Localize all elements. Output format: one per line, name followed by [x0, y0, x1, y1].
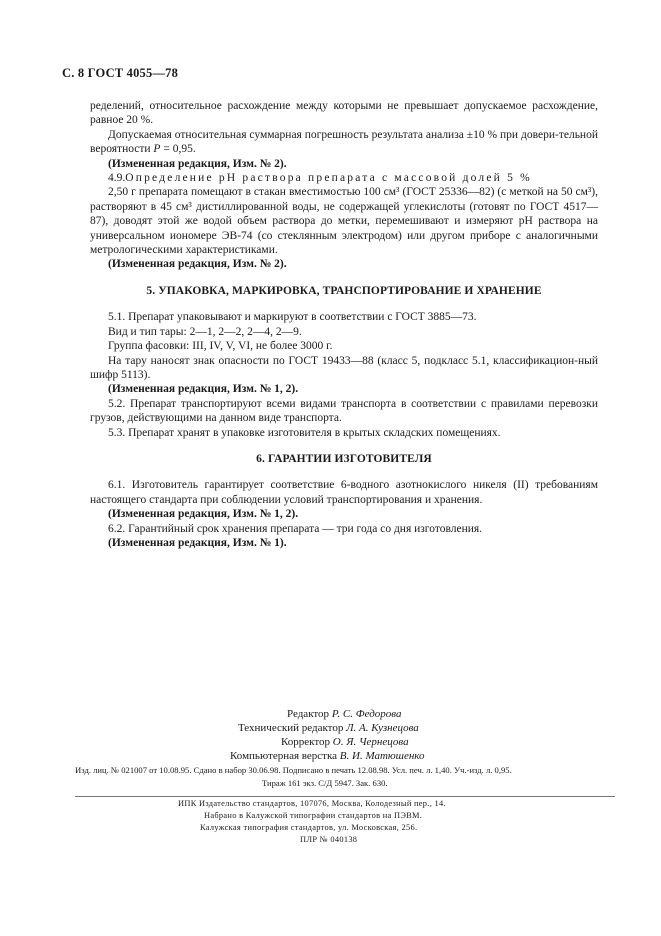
- credit-layout: [230, 750, 425, 764]
- amendment-note: (Измененная редакция, Изм. № 1, 2).: [108, 383, 299, 396]
- amendment-note: (Измененная редакция, Изм. № 2).: [108, 258, 287, 271]
- credit-tech-editor: [238, 722, 419, 736]
- divider: [75, 796, 615, 797]
- publisher-line: ПЛР № 040138: [300, 835, 358, 844]
- clause-5-1: 5.1. Препарат упаковывают и маркируют в соответствии с ГОСТ 3885—73.: [108, 311, 477, 324]
- document-body: [90, 99, 598, 550]
- credit-person: Л. А. Кузнецова: [346, 722, 419, 734]
- publisher-line: Калужская типография стандартов, ул. Московская, 256.: [200, 823, 418, 832]
- credit-corrector: [281, 736, 409, 750]
- clause-5-3: 5.3. Препарат хранят в упаковке изготовителя в крытых складских помещениях.: [108, 426, 501, 439]
- page-header: С. 8 ГОСТ 4055—78: [62, 66, 179, 80]
- amendment-note: (Измененная редакция, Изм. № 2).: [108, 157, 287, 170]
- credit-role: Технический редактор: [238, 722, 344, 734]
- packing-group: Группа фасовки: III, IV, V, VI, не более 3000 г.: [108, 340, 333, 353]
- credit-person: Р. С. Федорова: [331, 708, 402, 720]
- clause-6-1: 6.1. Изготовитель гарантирует соответствие 6-водного азотнокислого никеля (II) требованиям настоящего стандарта при соблюдении условий транспортирования и хранения.: [90, 479, 598, 506]
- publisher-line: Набрано в Калужской типографии стандартов на ПЭВМ.: [204, 811, 423, 820]
- clause-5-2: 5.2. Препарат транспортируют всеми видами транспорта в соответствии с правилами перевозки грузов, действующими на данном виде транспорта.: [90, 397, 598, 425]
- amendment-note: (Измененная редакция, Изм. № 1).: [108, 536, 287, 549]
- hazard-sign: На тару наносят знак опасности по ГОСТ 19433—88 (класс 5, подкласс 5.1, классификацион-ный шифр 5113).: [90, 354, 598, 381]
- paragraph-error-tolerance: [90, 128, 598, 157]
- container-types: Вид и тип тары: 2—1, 2—2, 2—4, 2—9.: [108, 325, 302, 338]
- imprint-line: Тираж 161 экз. С/Д 5947. Зак. 630.: [262, 778, 388, 788]
- probability-symbol: P: [153, 143, 161, 156]
- section-5-title: 5. УПАКОВКА, МАРКИРОВКА, ТРАНСПОРТИРОВАНИЕ И ХРАНЕНИЕ: [146, 284, 542, 297]
- clause-4-9-text: 2,50 г препарата помещают в стакан вместимостью 100 см³ (ГОСТ 25336—82) (с меткой на 50 см³), растворяют в 45 см³ дистиллированной воды, не содержащей углекислоты (готовят по ГОСТ 4517—87), доводят этой же водой объем раствора до метки, перемешивают и измеряют рН раствора на универсальном иономере ЭВ-74 (со стеклянным электродом) или другом приборе с аналогичными метрологическими характеристиками.: [90, 186, 598, 257]
- credit-person: О. Я. Чернецова: [332, 736, 409, 748]
- error-tolerance-text: Допускаемая относительная суммарная погрешность результата анализа ±10 % при довери-тельной вероятности: [90, 128, 598, 156]
- imprint-line: Изд. лиц. № 021007 от 10.08.95. Сдано в набор 30.06.98. Подписано в печать 12.08.98. Усл. печ. л. 1,40. Уч.-изд. л. 0,95.: [75, 765, 512, 775]
- section-6-title: 6. ГАРАНТИИ ИЗГОТОВИТЕЛЯ: [256, 452, 432, 465]
- credit-editor: [287, 708, 402, 722]
- clause-title: Определение рН раствора препарата с массовой долей 5 %: [125, 172, 532, 185]
- credit-role: Компьютерная верстка: [230, 750, 338, 762]
- amendment-note: (Измененная редакция, Изм. № 1, 2).: [108, 508, 299, 521]
- credit-person: В. И. Матюшенко: [339, 750, 425, 762]
- clause-6-2: 6.2. Гарантийный срок хранения препарата — три года со дня изготовления.: [108, 522, 483, 535]
- publisher-line: ИПК Издательство стандартов, 107076, Москва, Колодезный пер., 14.: [178, 799, 446, 808]
- probability-value: = 0,95.: [160, 143, 196, 156]
- paragraph-continuation: ределений, относительное расхождение между которыми не превышает допускаемое расхождение, равное 20 %.: [90, 100, 598, 127]
- credit-role: Корректор: [281, 736, 331, 748]
- credit-role: Редактор: [287, 708, 330, 720]
- clause-4-9-heading: [90, 171, 598, 185]
- clause-number: 4.9.: [108, 172, 126, 185]
